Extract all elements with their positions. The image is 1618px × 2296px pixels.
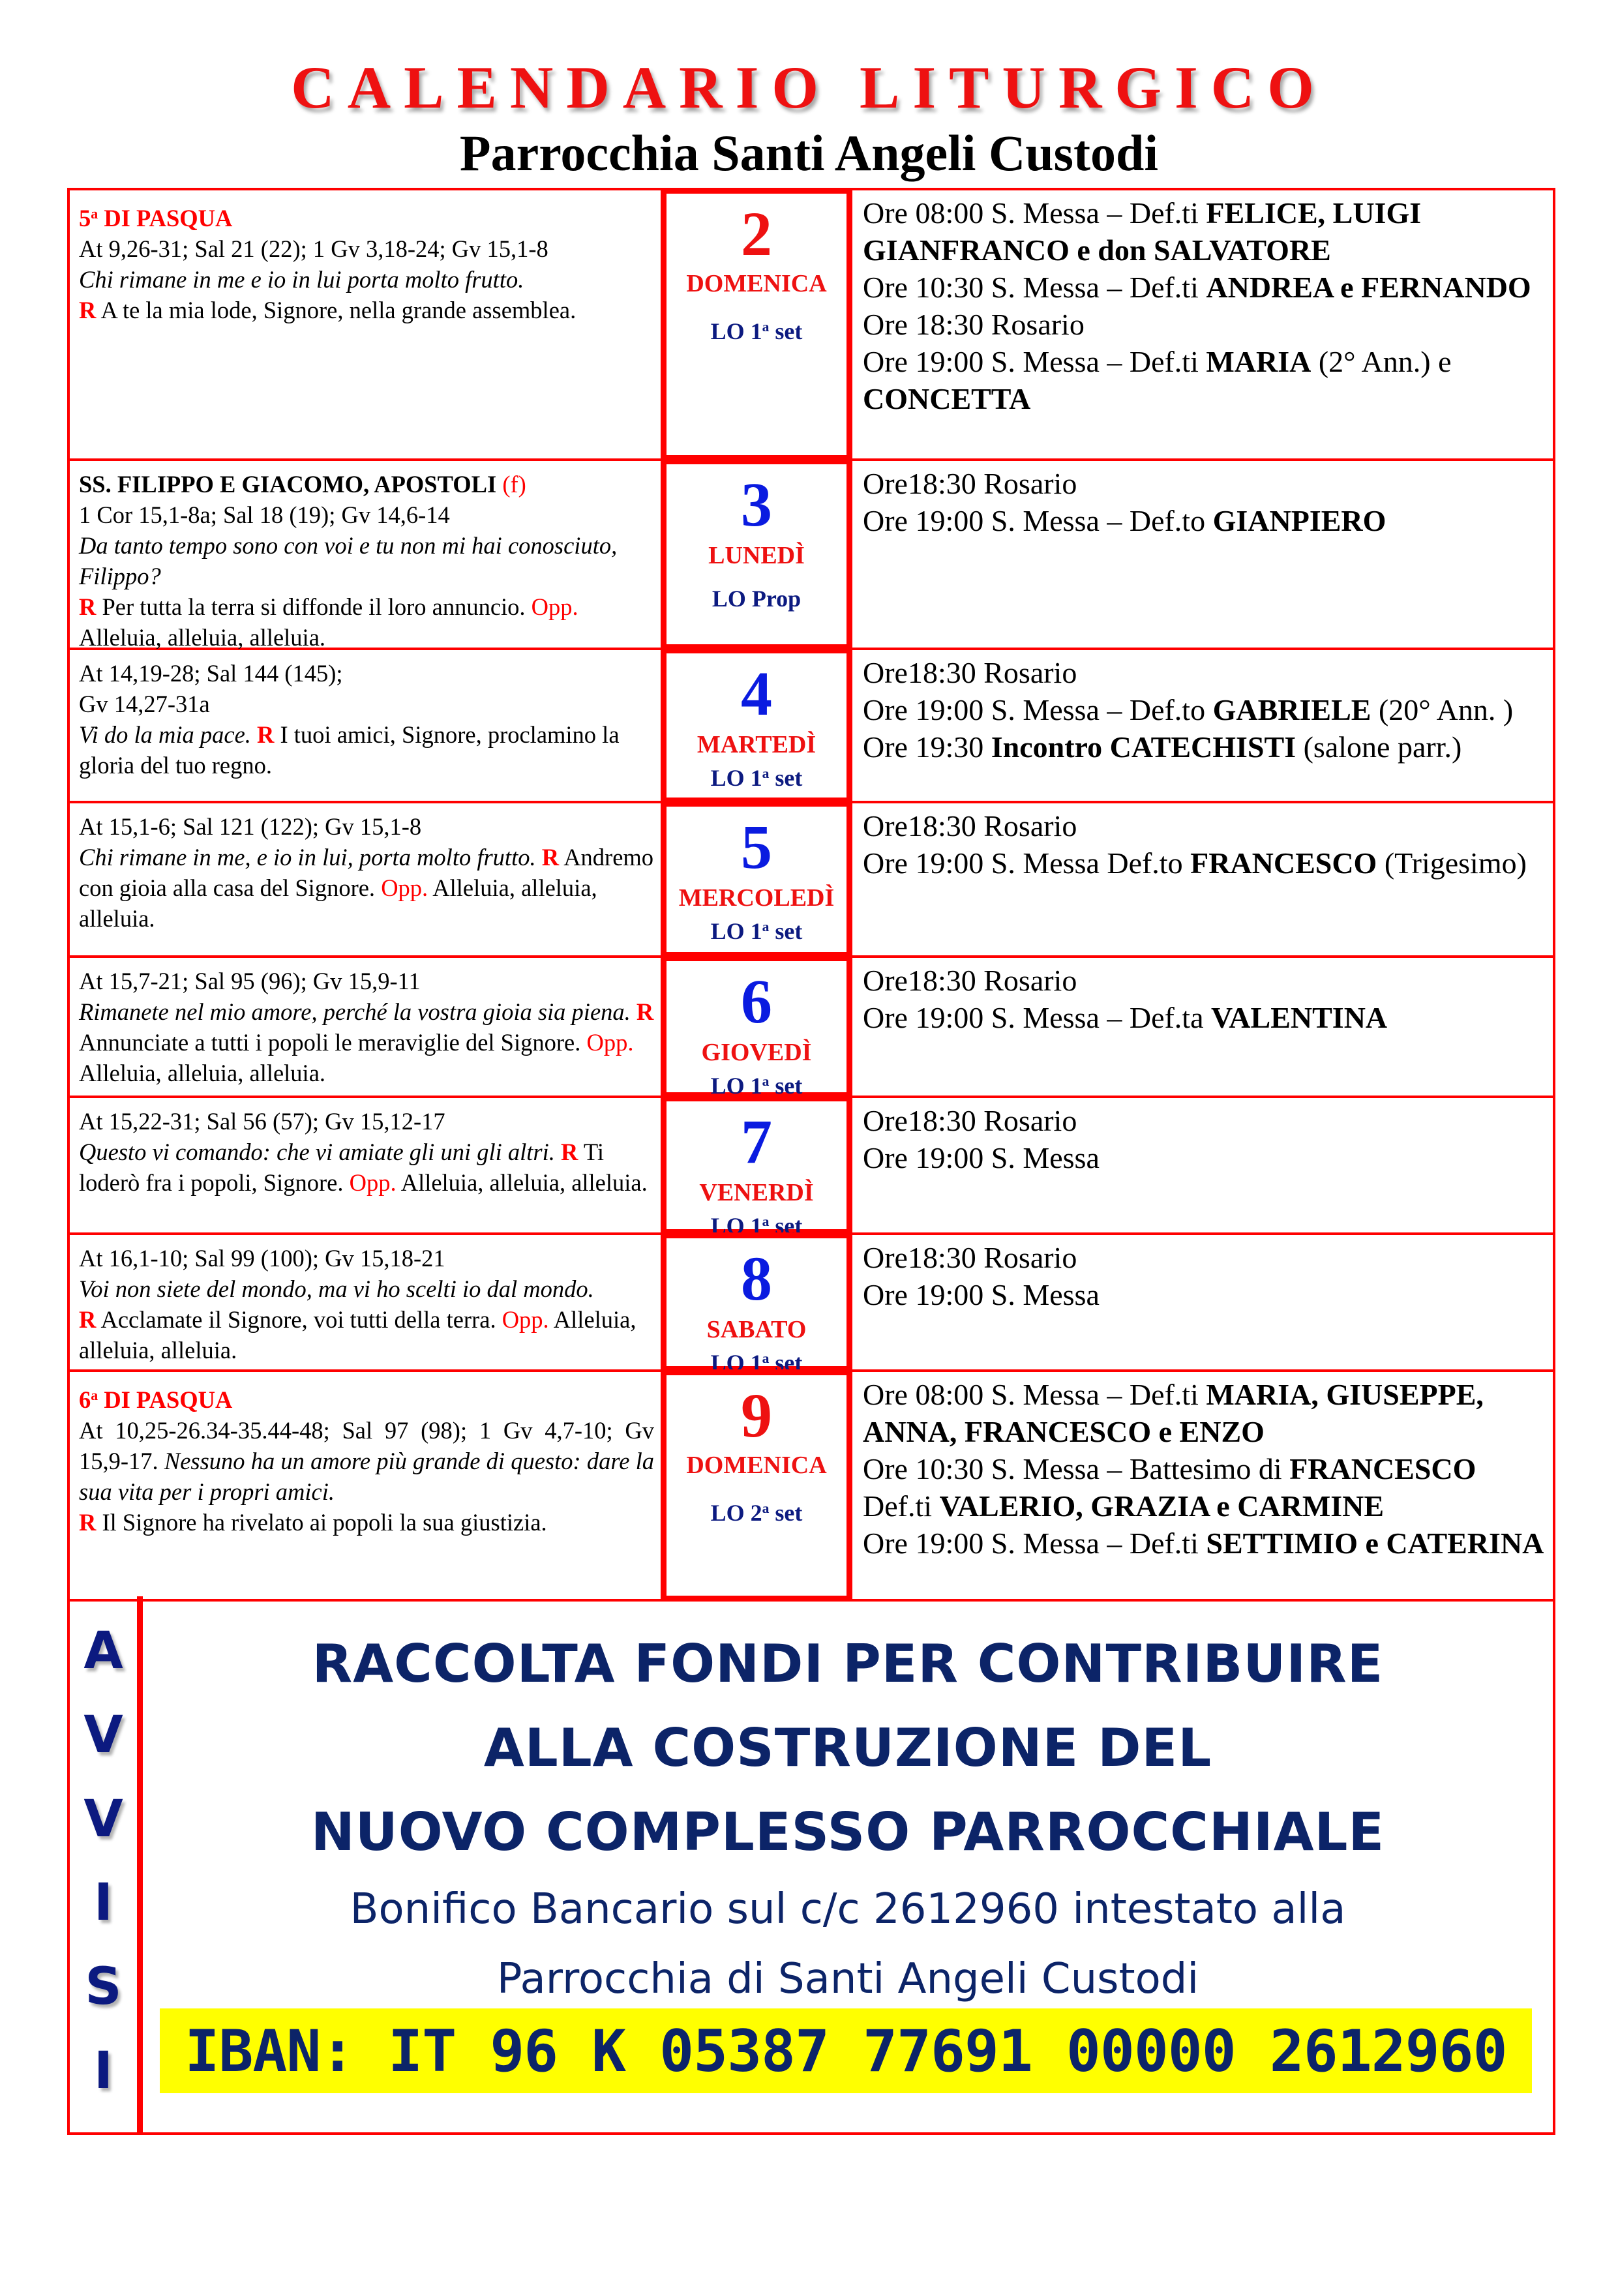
liturgical-calendar-table <box>67 188 1555 1602</box>
response: R Per tutta la terra si diffonde il loro annuncio. Opp. Alleluia, alleluia, alleluia. <box>79 593 578 651</box>
schedule-item: Ore18:30 Rosario <box>863 809 1077 842</box>
day-number: 3 <box>741 470 772 539</box>
fundraising-headline-1: RACCOLTA FONDI PER CONTRIBUIRE <box>312 1633 1384 1694</box>
day-number: 2 <box>741 199 772 269</box>
schedule-cell <box>852 1235 1553 1369</box>
readings: At 14,19-28; Sal 144 (145); <box>79 660 343 687</box>
date-box <box>661 1232 852 1376</box>
readings: At 15,7-21; Sal 95 (96); Gv 15,9-11 <box>79 968 421 994</box>
lo-label: LO 1$^a$ set <box>710 1349 803 1376</box>
day-number: 5 <box>741 812 772 882</box>
day-name: SABATO <box>706 1316 807 1343</box>
schedule-item: Ore 19:00 S. Messa Def.to FRANCESCO (Trigesimo) <box>863 846 1527 880</box>
date-box <box>661 648 852 803</box>
schedule-item: Ore 18:30 Rosario <box>863 308 1085 341</box>
avvisi-letter: V <box>83 1789 123 1849</box>
calendar-row <box>70 1098 1553 1239</box>
day-name: DOMENICA <box>686 1452 827 1479</box>
antiphon: Da tanto tempo sono con voi e tu non mi hai conosciuto, Filippo? <box>79 532 618 589</box>
readings: At 9,26-31; Sal 21 (22); 1 Gv 3,18-24; Gv 15,1-8 <box>79 235 548 263</box>
r-label: R <box>79 297 97 324</box>
fundraising-headline-2: ALLA COSTRUZIONE DEL <box>483 1718 1212 1778</box>
date-box <box>661 955 852 1098</box>
schedule-item: Def.ti VALERIO, GRAZIA e CARMINE <box>863 1489 1385 1523</box>
schedule-item: Ore 19:30 Incontro CATECHISTI (salone parr.) <box>863 730 1462 764</box>
schedule-cell <box>852 650 1553 801</box>
day-number: 6 <box>741 966 772 1036</box>
day-name: GIOVEDÌ <box>701 1039 812 1066</box>
schedule-item: Ore18:30 Rosario <box>863 1104 1077 1137</box>
readings: Gv 14,27-31a <box>79 691 210 717</box>
liturgy-cell <box>70 190 661 458</box>
schedule-item: Ore 10:30 S. Messa – Def.ti ANDREA e FERNANDO <box>863 271 1531 304</box>
response: R Acclamate il Signore, voi tutti della terra. Opp. Alleluia, alleluia, alleluia. <box>79 1306 637 1364</box>
date-box <box>661 1369 852 1602</box>
day-number: 7 <box>741 1107 772 1176</box>
day-name: MERCOLEDÌ <box>678 884 835 912</box>
calendar-row <box>70 958 1553 1098</box>
schedule-item: Ore18:30 Rosario <box>863 656 1077 689</box>
day-name: VENERDÌ <box>699 1179 814 1206</box>
schedule-item: Ore 19:00 S. Messa <box>863 1278 1100 1311</box>
avvisi-letter: A <box>83 1622 123 1681</box>
liturgy-cell <box>70 1372 661 1599</box>
schedule-item: Ore18:30 Rosario <box>863 964 1077 997</box>
bank-transfer-info: Bonifico Bancario sul c/c 2612960 intestato alla <box>350 1885 1346 1933</box>
calendar-row <box>70 650 1553 803</box>
avvisi-content <box>143 1596 1553 2132</box>
schedule-item: Ore18:30 Rosario <box>863 467 1077 500</box>
date-box <box>661 801 852 958</box>
liturgy-cell <box>70 1235 661 1369</box>
readings: At 10,25-26.34-35.44-48; Sal 97 (98); 1 Gv 4,7-10; Gv 15,9-17. Nessuno ha un amore più grande di questo: dare la sua vita per i propri amici. <box>79 1417 654 1506</box>
lo-label: LO 1$^a$ set <box>710 318 803 344</box>
lo-label: LO 1$^a$ set <box>710 764 803 791</box>
schedule-cell <box>852 958 1553 1096</box>
calendar-row <box>70 803 1553 958</box>
response: R A te la mia lode, Signore, nella grande assemblea. <box>79 297 577 324</box>
lo-label: LO 1$^a$ set <box>710 1072 803 1099</box>
avvisi-letter: I <box>93 2041 113 2100</box>
antiphon: Chi rimane in me e io in lui porta molto frutto. <box>79 266 524 293</box>
avvisi-vertical-label <box>70 1596 143 2132</box>
schedule-item: Ore 19:00 S. Messa <box>863 1141 1100 1174</box>
avvisi-letter: S <box>85 1957 122 2016</box>
lo-label: LO 2$^a$ set <box>710 1499 803 1526</box>
readings: At 15,1-6; Sal 121 (122); Gv 15,1-8 <box>79 813 422 840</box>
antiphon: Voi non siete del mondo, ma vi ho scelti io dal mondo. <box>79 1275 594 1302</box>
schedule-cell <box>852 190 1553 458</box>
schedule-item: Ore 19:00 S. Messa – Def.to GIANPIERO <box>863 504 1386 537</box>
iban-highlight: IBAN: IT 96 K 05387 77691 00000 2612960 <box>160 2008 1532 2093</box>
readings: At 16,1-10; Sal 99 (100); Gv 15,18-21 <box>79 1245 445 1272</box>
saint-title: SS. FILIPPO E GIACOMO, APOSTOLI (f) <box>79 471 526 498</box>
avvisi-letter: I <box>93 1873 113 1933</box>
response: Questo vi comando: che vi amiate gli uni gli altri. R Ti loderò fra i popoli, Signore. Opp. Alleluia, alleluia, alleluia. <box>79 1139 648 1196</box>
schedule-item: Ore 10:30 S. Messa – Battesimo di FRANCESCO <box>863 1452 1476 1485</box>
fundraising-headline-3: NUOVO COMPLESSO PARROCCHIALE <box>310 1802 1385 1862</box>
schedule-item: Ore18:30 Rosario <box>863 1241 1077 1274</box>
parish-name: Parrocchia Santi Angeli Custodi <box>459 125 1159 181</box>
avvisi-section <box>67 1596 1555 2135</box>
feast-title: 5$^a$ DI PASQUA <box>79 205 233 232</box>
readings: 1 Cor 15,1-8a; Sal 18 (19); Gv 14,6-14 <box>79 501 450 528</box>
schedule-item: Ore 08:00 S. Messa – Def.ti MARIA, GIUSEPPE, ANNA, FRANCESCO e ENZO <box>863 1378 1484 1448</box>
liturgy-cell <box>70 803 661 955</box>
liturgy-cell <box>70 1098 661 1232</box>
day-number: 9 <box>741 1380 772 1450</box>
date-box <box>661 188 852 461</box>
response: R Il Signore ha rivelato ai popoli la sua giustizia. <box>79 1509 547 1536</box>
schedule-item: Ore 19:00 S. Messa – Def.to GABRIELE (20° Ann. ) <box>863 693 1514 726</box>
day-number: 4 <box>741 659 772 728</box>
schedule-cell <box>852 1372 1553 1599</box>
schedule-item: Ore 19:00 S. Messa – Def.ti SETTIMIO e CATERINA <box>863 1527 1544 1560</box>
liturgy-cell <box>70 461 661 651</box>
day-name: DOMENICA <box>686 270 827 297</box>
schedule-item: Ore 19:00 S. Messa – Def.ti MARIA (2° Ann.) e CONCETTA <box>863 345 1452 415</box>
day-number: 8 <box>741 1244 772 1313</box>
schedule-item: Ore 08:00 S. Messa – Def.ti FELICE, LUIGI GIANFRANCO e don SALVATORE <box>863 196 1422 267</box>
response: Vi do la mia pace. R I tuoi amici, Signore, proclamino la gloria del tuo regno. <box>79 721 620 779</box>
day-name: MARTEDÌ <box>697 731 816 758</box>
avvisi-letter: V <box>83 1705 123 1765</box>
account-holder: Parrocchia di Santi Angeli Custodi <box>496 1955 1199 2003</box>
date-box <box>661 458 852 650</box>
schedule-cell <box>852 803 1553 955</box>
schedule-cell <box>852 1098 1553 1232</box>
feast-title: 6$^a$ DI PASQUA <box>79 1386 233 1414</box>
lo-label: LO Prop <box>712 586 802 612</box>
liturgy-cell <box>70 650 661 801</box>
response: Chi rimane in me, e io in lui, porta molto frutto. R Andremo con gioia alla casa del Signore. Opp. Alleluia, alleluia, alleluia. <box>79 844 654 932</box>
calendar-row <box>70 461 1553 650</box>
lo-label: LO 1$^a$ set <box>710 917 803 944</box>
page-title: CALENDARIO LITURGICO <box>291 54 1327 121</box>
schedule-item: Ore 19:00 S. Messa – Def.ta VALENTINA <box>863 1001 1388 1034</box>
calendar-row <box>70 190 1553 461</box>
date-box <box>661 1096 852 1239</box>
schedule-cell <box>852 461 1553 648</box>
day-name: LUNEDÌ <box>708 542 805 569</box>
response: Rimanete nel mio amore, perché la vostra gioia sia piena. R Annunciate a tutti i popoli le meraviglie del Signore. Opp. Alleluia, alleluia, alleluia. <box>79 998 654 1086</box>
calendar-row <box>70 1235 1553 1376</box>
lo-label: LO 1$^a$ set <box>710 1212 803 1239</box>
liturgy-cell <box>70 958 661 1096</box>
calendar-row <box>70 1372 1553 1599</box>
readings: At 15,22-31; Sal 56 (57); Gv 15,12-17 <box>79 1108 445 1135</box>
